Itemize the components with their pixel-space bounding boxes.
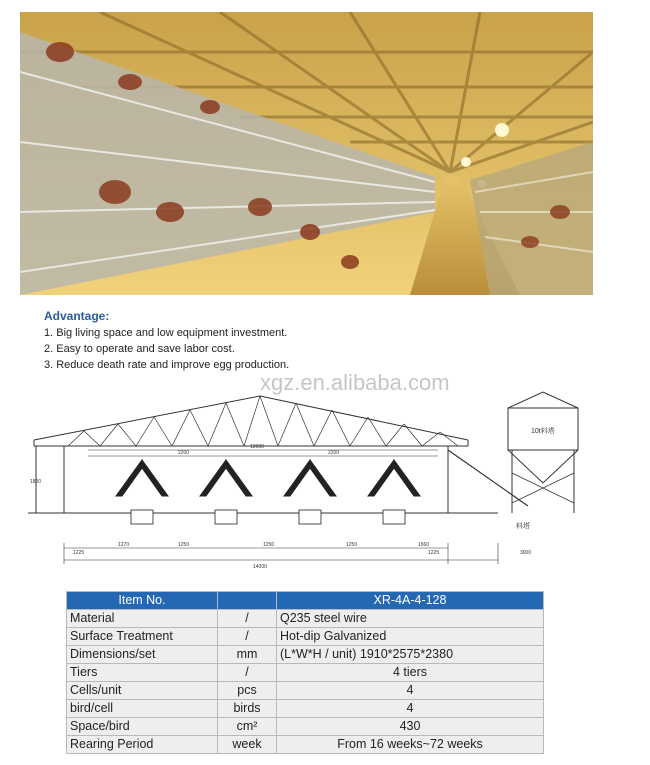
row-item: Surface Treatment [67,628,218,646]
row-unit: pcs [218,682,277,700]
table-row [67,628,544,646]
row-unit: / [218,610,277,628]
row-item: Space/bird [67,718,218,736]
dim-label-6: 1250 [263,542,275,548]
header-unit [218,592,277,610]
table-row [67,682,544,700]
table-row [67,736,544,754]
row-unit: cm² [218,718,277,736]
row-value: (L*W*H / unit) 1910*2575*2380 [277,646,544,664]
dim-label-7: 1250 [346,542,358,548]
row-item: Cells/unit [67,682,218,700]
table-row [67,718,544,736]
header-model: XR-4A-4-128 [277,592,544,610]
silo-label: 10t料塔 [531,428,555,435]
silo-base-label: 料塔 [516,523,530,530]
dim-label-1: 12000 [250,444,264,450]
row-unit: week [218,736,277,754]
table-row [67,664,544,682]
row-item: Tiers [67,664,218,682]
row-unit: birds [218,700,277,718]
row-value: From 16 weeks~72 weeks [277,736,544,754]
row-item: Rearing Period [67,736,218,754]
row-item: Material [67,610,218,628]
row-unit: / [218,628,277,646]
row-value: 430 [277,718,544,736]
advantage-section [44,309,464,373]
table-row [67,610,544,628]
technical-drawing [28,388,588,574]
row-unit: / [218,664,277,682]
poultry-house-photo [20,12,593,295]
header-item-no: Item No. [67,592,218,610]
dim-label-13: 1800 [30,479,42,485]
dim-label-8: 1560 [418,542,430,548]
dim-label-10: 3000 [520,550,532,556]
advantage-item-3: 3. Reduce death rate and improve egg production. [44,359,290,371]
table-row [67,646,544,664]
row-value: 4 [277,700,544,718]
dim-label-3: 2200 [328,450,340,456]
table-row [67,700,544,718]
row-item: Dimensions/set [67,646,218,664]
row-value: Q235 steel wire [277,610,544,628]
row-value: Hot-dip Galvanized [277,628,544,646]
dim-label-12: 1225 [428,550,440,556]
dim-label-2: 2200 [178,450,190,456]
advantage-item-1: 1. Big living space and low equipment investment. [44,327,288,339]
dim-label-11: 1225 [73,550,85,556]
spec-table [66,591,544,754]
dim-label-5: 1250 [178,542,190,548]
watermark: xgz.en.alibaba.com [260,370,450,395]
row-value: 4 [277,682,544,700]
row-item: bird/cell [67,700,218,718]
advantage-title: Advantage: [44,309,110,323]
row-unit: mm [218,646,277,664]
dim-label-9: 14000 [253,564,267,570]
row-value: 4 tiers [277,664,544,682]
dim-label-4: 1270 [118,542,130,548]
advantage-item-2: 2. Easy to operate and save labor cost. [44,343,235,355]
spec-table-header [67,592,544,610]
